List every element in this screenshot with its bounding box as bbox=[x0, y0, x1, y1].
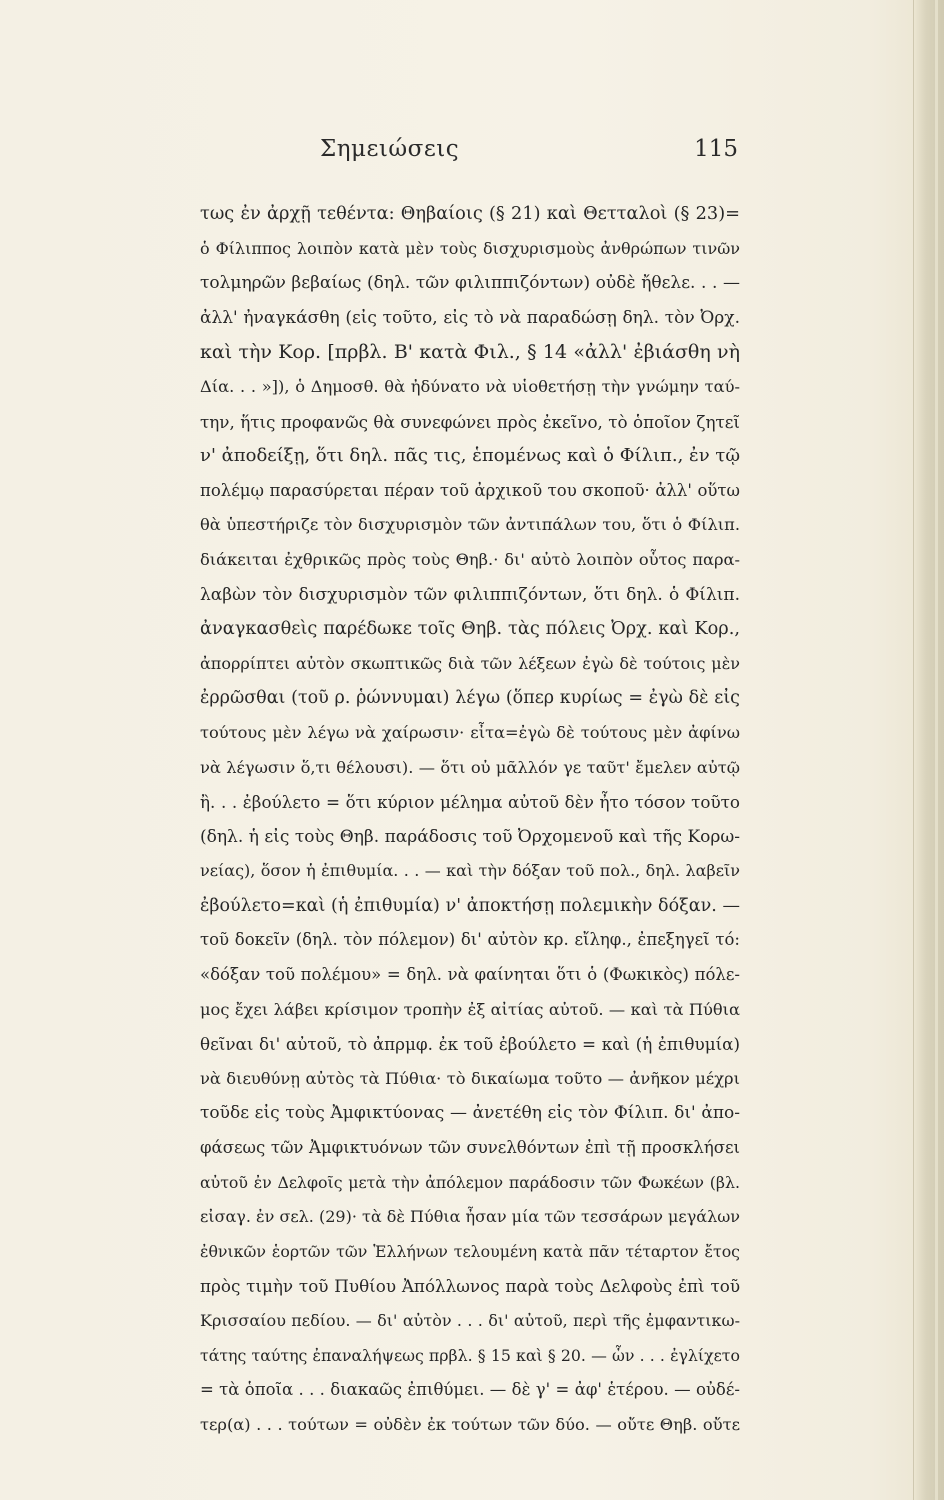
text-line: (δηλ. ἡ εἰς τοὺς Θηβ. παράδοσις τοῦ Ὀρχομενοῦ καὶ τῆς Κορω- bbox=[200, 826, 740, 847]
text-line: λαβὼν τὸν δισχυρισμὸν τῶν φιλιππιζόντων, ὅτι δηλ. ὁ Φίλιπ. bbox=[200, 584, 740, 605]
text-line: ἐρρῶσθαι (τοῦ ρ. ῥώννυμαι) λέγω (ὅπερ κυρίως = ἐγὼ δὲ εἰς bbox=[200, 688, 740, 709]
text-line: την, ἥτις προφανῶς θὰ συνεφώνει πρὸς ἐκεῖνο, τὸ ὁποῖον ζητεῖ bbox=[200, 411, 740, 432]
text-line: τως ἐν ἀρχῇ τεθέντα: Θηβαίοις (§ 21) καὶ Θετταλοὶ (§ 23)= bbox=[200, 204, 740, 224]
notes-body bbox=[200, 197, 740, 1442]
text-line: ἀναγκασθεὶς παρέδωκε τοῖς Θηβ. τὰς πόλεις Ὀρχ. καὶ Κορ., bbox=[200, 619, 740, 640]
running-head: Σημειώσεις bbox=[320, 136, 460, 162]
text-line: τολμηρῶν βεβαίως (δηλ. τῶν φιλιππιζόντων) οὐδὲ ἤθελε. . . — bbox=[200, 273, 740, 294]
text-line: καὶ τὴν Κορ. [πρβλ. Β' κατὰ Φιλ., § 14 «ἀλλ' ἐβιάσθη νὴ bbox=[200, 341, 740, 364]
text-line: φάσεως τῶν Ἀμφικτυόνων τῶν συνελθόντων ἐπὶ τῇ προσκλήσει bbox=[200, 1138, 740, 1158]
text-line: μος ἔχει λάβει κρίσιμον τροπὴν ἐξ αἰτίας αὐτοῦ. — καὶ τὰ Πύθια bbox=[200, 999, 740, 1019]
text-line: θὰ ὑπεστήριζε τὸν δισχυρισμὸν τῶν ἀντιπάλων του, ὅτι ὁ Φίλιπ. bbox=[200, 515, 740, 535]
text-line: πρὸς τιμὴν τοῦ Πυθίου Ἀπόλλωνος παρὰ τοὺς Δελφοὺς ἐπὶ τοῦ bbox=[200, 1276, 740, 1297]
text-line: διάκειται ἐχθρικῶς πρὸς τοὺς Θηβ.· δι' αὐτὸ λοιπὸν οὗτος παρα- bbox=[200, 549, 740, 569]
text-line: τοῦ δοκεῖν (δηλ. τὸν πόλεμον) δι' αὐτὸν κρ. εἴληφ., ἐπεξηγεῖ τό: bbox=[200, 930, 740, 950]
text-line: εἰσαγ. ἐν σελ. (29)· τὰ δὲ Πύθια ἦσαν μία τῶν τεσσάρων μεγάλων bbox=[200, 1207, 740, 1227]
text-line: νὰ λέγωσιν ὅ,τι θέλουσι). — ὅτι οὐ μᾶλλόν γε ταῦτ' ἔμελεν αὐτῷ bbox=[200, 757, 740, 777]
text-line: «δόξαν τοῦ πολέμου» = δηλ. νὰ φαίνηται ὅτι ὁ (Φωκικὸς) πόλε- bbox=[200, 965, 740, 985]
text-line: τερ(α) . . . τούτων = οὐδὲν ἐκ τούτων τῶν δύο. — οὔτε Θηβ. οὔτε bbox=[200, 1414, 740, 1434]
page-number: 115 bbox=[694, 136, 738, 162]
text-line: τοῦδε εἰς τοὺς Ἀμφικτύονας — ἀνετέθη εἰς τὸν Φίλιπ. δι' ἀπο- bbox=[200, 1103, 740, 1124]
page-edge bbox=[935, 0, 938, 1500]
text-line: τάτης ταύτης ἐπαναλήψεως πρβλ. § 15 καὶ § 20. — ὧν . . . ἐγλίχετο bbox=[200, 1345, 740, 1365]
text-line: Κρισσαίου πεδίου. — δι' αὐτὸν . . . δι' αὐτοῦ, περὶ τῆς ἐμφαντικω- bbox=[200, 1311, 740, 1330]
text-line: ν' ἀποδείξῃ, ὅτι δηλ. πᾶς τις, ἑπομένως καὶ ὁ Φίλιπ., ἐν τῷ bbox=[200, 445, 740, 467]
text-line: νείας), ὅσον ἡ ἐπιθυμία. . . — καὶ τὴν δόξαν τοῦ πολ., δηλ. λαβεῖν bbox=[200, 861, 740, 881]
text-line: πολέμῳ παρασύρεται πέραν τοῦ ἀρχικοῦ του σκοποῦ· ἀλλ' οὕτω bbox=[200, 480, 740, 500]
text-line: Δία. . . »]), ὁ Δημοσθ. θὰ ἠδύνατο νὰ υἱοθετήσῃ τὴν γνώμην ταύ- bbox=[200, 376, 740, 396]
text-line: τούτους μὲν λέγω νὰ χαίρωσιν· εἶτα=ἐγὼ δὲ τούτους μὲν ἀφίνω bbox=[200, 722, 740, 742]
text-line: ὁ Φίλιππος λοιπὸν κατὰ μὲν τοὺς δισχυρισμοὺς ἀνθρώπων τινῶν bbox=[200, 238, 740, 258]
page-gutter-shadow bbox=[913, 0, 944, 1500]
text-line: ἢ. . . ἐβούλετο = ὅτι κύριον μέλημα αὐτοῦ δὲν ἦτο τόσον τοῦτο bbox=[200, 792, 740, 813]
text-line: ἀπορρίπτει αὐτὸν σκωπτικῶς διὰ τῶν λέξεων ἐγὼ δὲ τούτοις μὲν bbox=[200, 653, 740, 673]
text-line: ἀλλ' ἠναγκάσθη (εἰς τοῦτο, εἰς τὸ νὰ παραδώσῃ δηλ. τὸν Ὀρχ. bbox=[200, 307, 740, 328]
text-line: αὐτοῦ ἐν Δελφοῖς μετὰ τὴν ἀπόλεμον παράδοσιν τῶν Φωκέων (βλ. bbox=[200, 1172, 740, 1192]
text-line: ἐθνικῶν ἑορτῶν τῶν Ἑλλήνων τελουμένη κατὰ πᾶν τέταρτον ἔτος bbox=[200, 1241, 740, 1261]
text-line: θεῖναι δι' αὐτοῦ, τὸ ἀπρμφ. ἐκ τοῦ ἐβούλετο = καὶ (ἡ ἐπιθυμία) bbox=[200, 1034, 740, 1055]
text-line: ἐβούλετο=καὶ (ἡ ἐπιθυμία) ν' ἀποκτήσῃ πολεμικὴν δόξαν. — bbox=[200, 895, 740, 916]
page-header bbox=[258, 136, 738, 170]
text-line: = τὰ ὁποῖα . . . διακαῶς ἐπιθύμει. — δὲ γ' = ἀφ' ἑτέρου. — οὐδέ- bbox=[200, 1380, 740, 1400]
text-line: νὰ διευθύνῃ αὐτὸς τὰ Πύθια· τὸ δικαίωμα τοῦτο — ἀνῆκον μέχρι bbox=[200, 1068, 740, 1088]
